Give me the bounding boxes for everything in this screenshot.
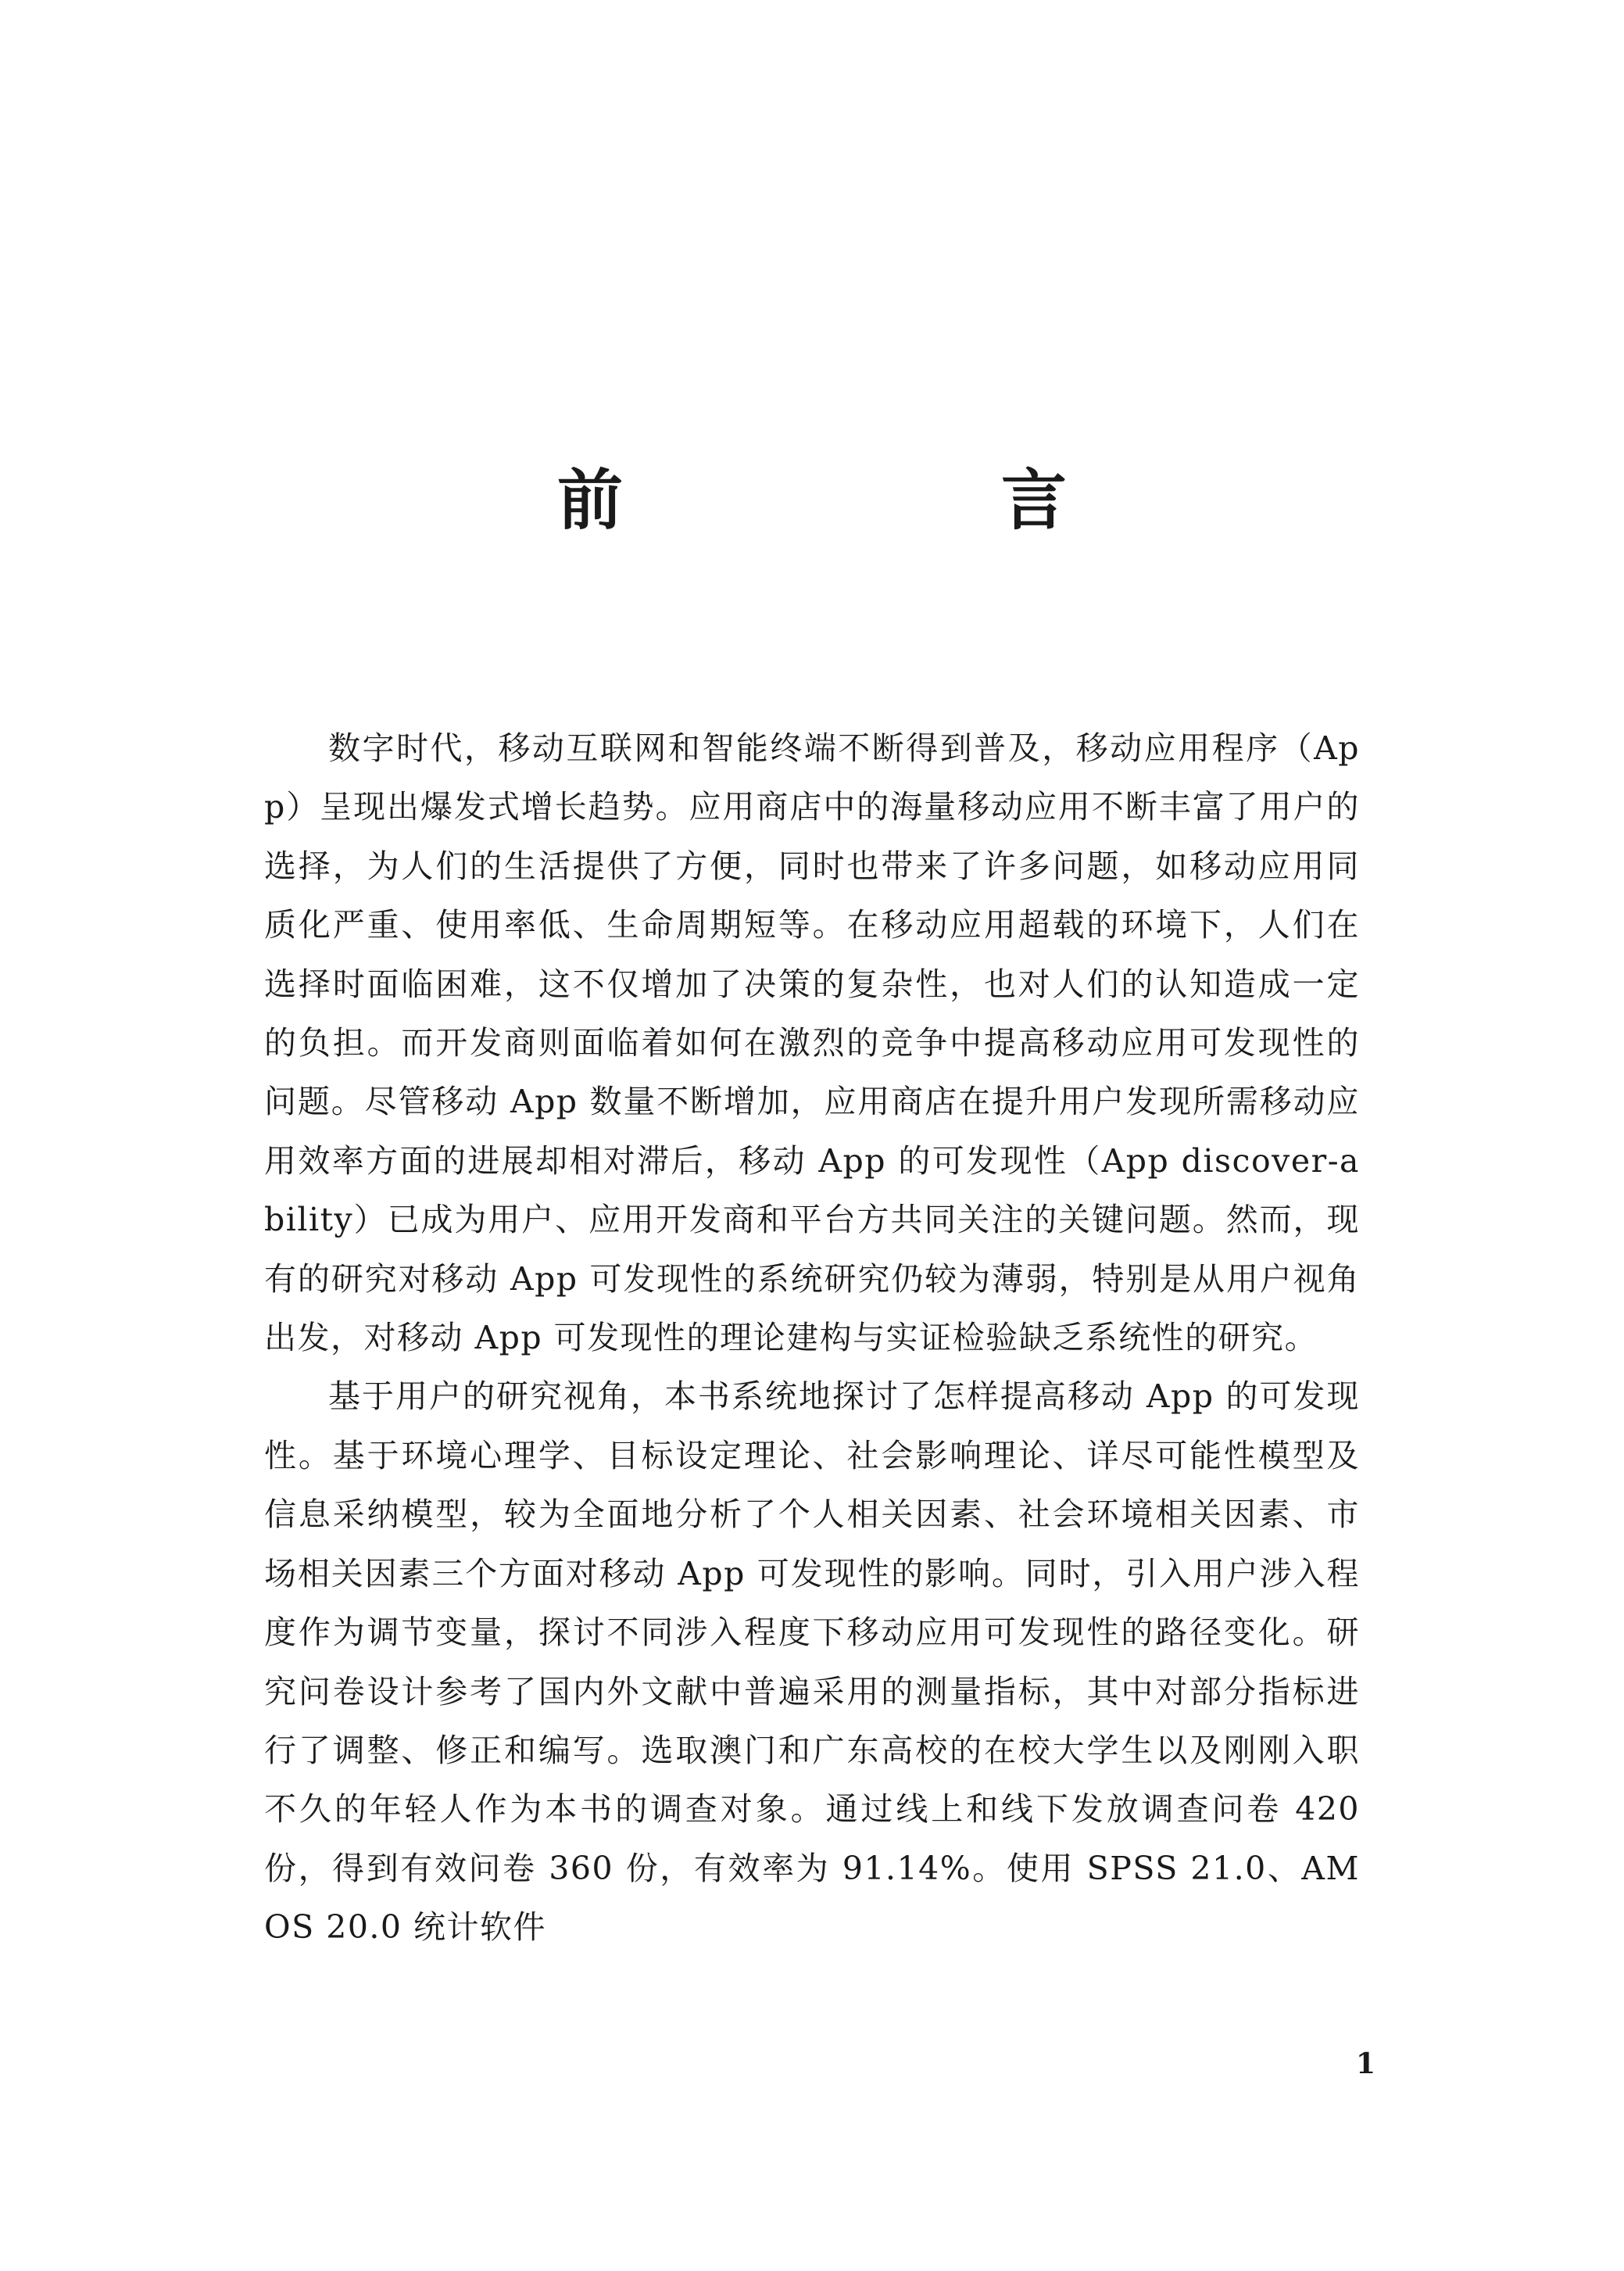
paragraph-2: 基于用户的研究视角，本书系统地探讨了怎样提高移动 App 的可发现性。基于环境心理学、目标设定理论、社会影响理论、详尽可能性模型及信息采纳模型，较为全面地分析了个人相关因素、社会环境相关因素、市场相关因素三个方面对移动 App 可发现性的影响。同时，引入用户涉入程度作为调节变量，探讨不同涉入程度下移动应用可发现性的路径变化。研究问卷设计参考了国内外文献中普遍采用的测量指标，其中对部分指标进行了调整、修正和编写。选取澳门和广东高校的在校大学生以及刚刚入职不久的年轻人作为本书的调查对象。通过线上和线下发放调查问卷 420 份，得到有效问卷 360 份，有效率为 91.14%。使用 SPSS 21.0、AMOS 20.0 统计软件 [264, 1377, 1360, 1947]
page-title: 前 言 [556, 461, 1223, 539]
body-text [264, 719, 1360, 1958]
page-number: 1 [1355, 2047, 1375, 2080]
paragraph-1: 数字时代，移动互联网和智能终端不断得到普及，移动应用程序（App）呈现出爆发式增长趋势。应用商店中的海量移动应用不断丰富了用户的选择，为人们的生活提供了方便，同时也带来了许多问题，如移动应用同质化严重、使用率低、生命周期短等。在移动应用超载的环境下，人们在选择时面临困难，这不仅增加了决策的复杂性，也对人们的认知造成一定的负担。而开发商则面临着如何在激烈的竞争中提高移动应用可发现性的问题。尽管移动 App 数量不断增加，应用商店在提升用户发现所需移动应用效率方面的进展却相对滞后，移动 App 的可发现性（App discover-ability）已成为用户、应用开发商和平台方共同关注的关键问题。然而，现有的研究对移动 App 可发现性的系统研究仍较为薄弱，特别是从用户视角出发，对移动 App 可发现性的理论建构与实证检验缺乏系统性的研究。 [264, 729, 1360, 1357]
